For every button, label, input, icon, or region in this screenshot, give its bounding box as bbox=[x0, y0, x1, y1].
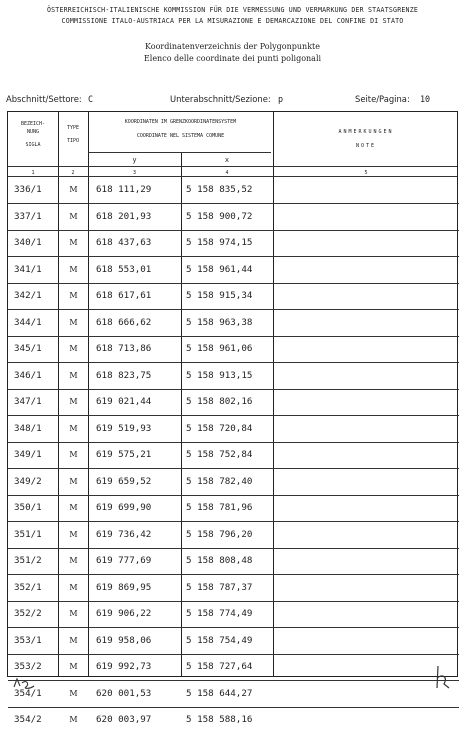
coord-y: 618 713,86 bbox=[96, 343, 152, 354]
point-type: M bbox=[69, 556, 78, 565]
column-number: 5 bbox=[364, 170, 368, 176]
coord-y: 618 201,93 bbox=[96, 210, 152, 222]
coord-x: 5 158 787,37 bbox=[186, 581, 253, 593]
column-number: 4 bbox=[225, 170, 229, 176]
coord-x: 5 158 961,44 bbox=[186, 263, 253, 275]
id-column-header bbox=[8, 120, 58, 149]
point-type: M bbox=[69, 503, 78, 512]
coord-y: 619 906,22 bbox=[96, 608, 152, 619]
coord-x: 5 158 782,40 bbox=[186, 475, 253, 487]
coord-x: 5 158 974,15 bbox=[186, 237, 253, 248]
remarks-header-it: NOTE bbox=[355, 143, 377, 149]
header-divider bbox=[8, 166, 457, 167]
table-row bbox=[8, 416, 459, 442]
point-type: M bbox=[69, 397, 78, 406]
point-type: M bbox=[69, 476, 78, 486]
table-row bbox=[8, 707, 459, 733]
coord-y: 619 575,21 bbox=[96, 449, 152, 460]
coord-y: 620 003,97 bbox=[96, 714, 152, 725]
point-type: M bbox=[69, 529, 78, 539]
point-type: M bbox=[69, 715, 78, 724]
subsection-label: Unterabschnitt/Sezione: bbox=[170, 94, 271, 104]
coord-x: 5 158 963,38 bbox=[186, 316, 253, 328]
point-type: M bbox=[69, 423, 78, 433]
table-row bbox=[8, 363, 459, 389]
point-type: M bbox=[69, 688, 78, 698]
coord-y: 618 823,75 bbox=[96, 369, 152, 381]
table-row bbox=[8, 177, 459, 203]
coord-y: 619 777,69 bbox=[96, 555, 152, 566]
point-type: M bbox=[69, 291, 78, 300]
table-row bbox=[8, 283, 459, 309]
coord-x: 5 158 644,27 bbox=[186, 687, 253, 699]
point-type: M bbox=[69, 450, 78, 459]
point-id: 349/1 bbox=[14, 449, 42, 460]
id-header-line1: BEZEICH- bbox=[20, 121, 46, 127]
column-number: 3 bbox=[132, 170, 136, 176]
column-number: 2 bbox=[71, 170, 75, 176]
coord-x: 5 158 913,15 bbox=[186, 369, 253, 381]
point-id: 341/1 bbox=[14, 263, 42, 275]
coord-y: 618 437,63 bbox=[96, 237, 152, 248]
coord-x: 5 158 802,16 bbox=[186, 396, 253, 407]
point-id: 337/1 bbox=[14, 210, 42, 222]
table-row bbox=[8, 548, 459, 574]
point-id: 345/1 bbox=[14, 343, 42, 354]
x-column-header: x bbox=[224, 156, 230, 164]
remarks-column-header bbox=[273, 128, 459, 150]
subsection-value: p bbox=[278, 94, 284, 104]
point-id: 348/1 bbox=[14, 422, 42, 434]
coord-x: 5 158 752,84 bbox=[186, 449, 253, 460]
coord-x: 5 158 727,64 bbox=[186, 661, 253, 672]
point-type: M bbox=[69, 344, 78, 353]
point-id: 340/1 bbox=[14, 237, 42, 248]
table-row bbox=[8, 681, 459, 707]
document-title-it: Elenco delle coordinate dei punti poligonali bbox=[143, 54, 322, 63]
coord-x: 5 158 835,52 bbox=[186, 184, 253, 195]
document-title-de: Koordinatenverzeichnis der Polygonpunkte bbox=[145, 42, 320, 51]
table-row bbox=[8, 601, 459, 627]
point-type: M bbox=[69, 635, 78, 645]
point-type: M bbox=[69, 370, 78, 380]
table-row bbox=[8, 469, 459, 495]
header-divider bbox=[88, 152, 271, 153]
point-type: M bbox=[69, 609, 78, 618]
coord-x: 5 158 781,96 bbox=[186, 502, 253, 513]
coord-y: 619 958,06 bbox=[96, 634, 152, 646]
coord-y: 619 869,95 bbox=[96, 581, 152, 593]
coord-y: 618 553,01 bbox=[96, 263, 152, 275]
column-number: 1 bbox=[31, 170, 35, 176]
id-header-line2: NUNG bbox=[26, 129, 40, 135]
coord-y: 618 111,29 bbox=[96, 184, 152, 195]
table-row bbox=[8, 575, 459, 601]
coord-x: 5 158 961,06 bbox=[186, 343, 253, 354]
type-header-line1: TYPE bbox=[66, 125, 80, 131]
point-id: 351/1 bbox=[14, 528, 42, 540]
coord-x: 5 158 720,84 bbox=[186, 422, 253, 434]
table-row bbox=[8, 628, 459, 654]
coord-y: 619 992,73 bbox=[96, 661, 152, 672]
coord-y: 620 001,53 bbox=[96, 687, 152, 699]
table-row bbox=[8, 257, 459, 283]
coord-y: 618 617,61 bbox=[96, 290, 152, 301]
id-header-line3: SIGLA bbox=[25, 142, 41, 148]
point-id: 351/2 bbox=[14, 555, 42, 566]
commission-name-it: COMMISSIONE ITALO-AUSTRIACA PER LA MISURAZIONE E DEMARCAZIONE DEL CONFINE DI STATO bbox=[61, 17, 404, 25]
point-id: 344/1 bbox=[14, 316, 42, 328]
point-id: 349/2 bbox=[14, 475, 42, 487]
coords-header-de: KOORDINATEN IM GRENZKOORDINATENSYSTEM bbox=[124, 119, 237, 125]
point-id: 350/1 bbox=[14, 502, 42, 513]
type-header-line2: TIPO bbox=[66, 138, 80, 144]
page-value: 10 bbox=[420, 94, 431, 104]
point-id: 353/2 bbox=[14, 661, 42, 672]
point-type: M bbox=[69, 662, 78, 671]
section-label: Abschnitt/Settore: bbox=[6, 94, 82, 104]
table-row bbox=[8, 389, 459, 415]
coord-y: 619 659,52 bbox=[96, 475, 152, 487]
point-id: 352/2 bbox=[14, 608, 42, 619]
coord-x: 5 158 808,48 bbox=[186, 555, 253, 566]
coord-x: 5 158 754,49 bbox=[186, 634, 253, 646]
point-type: M bbox=[69, 185, 78, 194]
table-row bbox=[8, 310, 459, 336]
table-row bbox=[8, 522, 459, 548]
coord-x: 5 158 915,34 bbox=[186, 290, 253, 301]
table-row bbox=[8, 336, 459, 362]
table-row bbox=[8, 230, 459, 256]
point-type: M bbox=[69, 264, 78, 274]
table-row bbox=[8, 495, 459, 521]
point-id: 352/1 bbox=[14, 581, 42, 593]
coordinates-table bbox=[7, 111, 458, 725]
point-type: M bbox=[69, 317, 78, 327]
coord-x: 5 158 588,16 bbox=[186, 714, 253, 725]
handwritten-initials bbox=[12, 676, 38, 690]
coords-column-header bbox=[88, 118, 273, 140]
point-id: 336/1 bbox=[14, 184, 42, 195]
point-type: M bbox=[69, 238, 78, 247]
coord-x: 5 158 900,72 bbox=[186, 210, 253, 222]
table-row bbox=[8, 654, 459, 680]
handwritten-signature bbox=[432, 664, 454, 690]
point-id: 346/1 bbox=[14, 369, 42, 381]
point-id: 354/2 bbox=[14, 714, 42, 725]
remarks-header-de: ANMERKUNGEN bbox=[338, 129, 394, 135]
section-value: C bbox=[88, 94, 94, 104]
coord-y: 619 736,42 bbox=[96, 528, 152, 540]
point-id: 354/1 bbox=[14, 687, 42, 699]
point-type: M bbox=[69, 211, 78, 221]
document-header bbox=[0, 5, 465, 65]
point-id: 347/1 bbox=[14, 396, 42, 407]
page-label: Seite/Pagina: bbox=[355, 94, 410, 104]
y-column-header: y bbox=[132, 156, 137, 164]
point-type: M bbox=[69, 582, 78, 592]
point-id: 342/1 bbox=[14, 290, 42, 301]
coord-y: 618 666,62 bbox=[96, 316, 152, 328]
coord-x: 5 158 796,20 bbox=[186, 528, 253, 540]
coords-header-it: COORDINATE NEL SISTEMA COMUNE bbox=[136, 133, 225, 139]
coord-y: 619 519,93 bbox=[96, 422, 152, 434]
coord-x: 5 158 774,49 bbox=[186, 608, 253, 619]
commission-name-de: ÖSTERREICHISCH-ITALIENISCHE KOMMISSION FÜR DIE VERMESSUNG UND VERMARKUNG DER STAATSGRENZE bbox=[46, 6, 419, 14]
coord-y: 619 699,90 bbox=[96, 502, 152, 513]
point-id: 353/1 bbox=[14, 634, 42, 646]
table-row bbox=[8, 442, 459, 468]
type-column-header bbox=[58, 124, 88, 145]
coord-y: 619 021,44 bbox=[96, 396, 152, 407]
table-row bbox=[8, 204, 459, 230]
